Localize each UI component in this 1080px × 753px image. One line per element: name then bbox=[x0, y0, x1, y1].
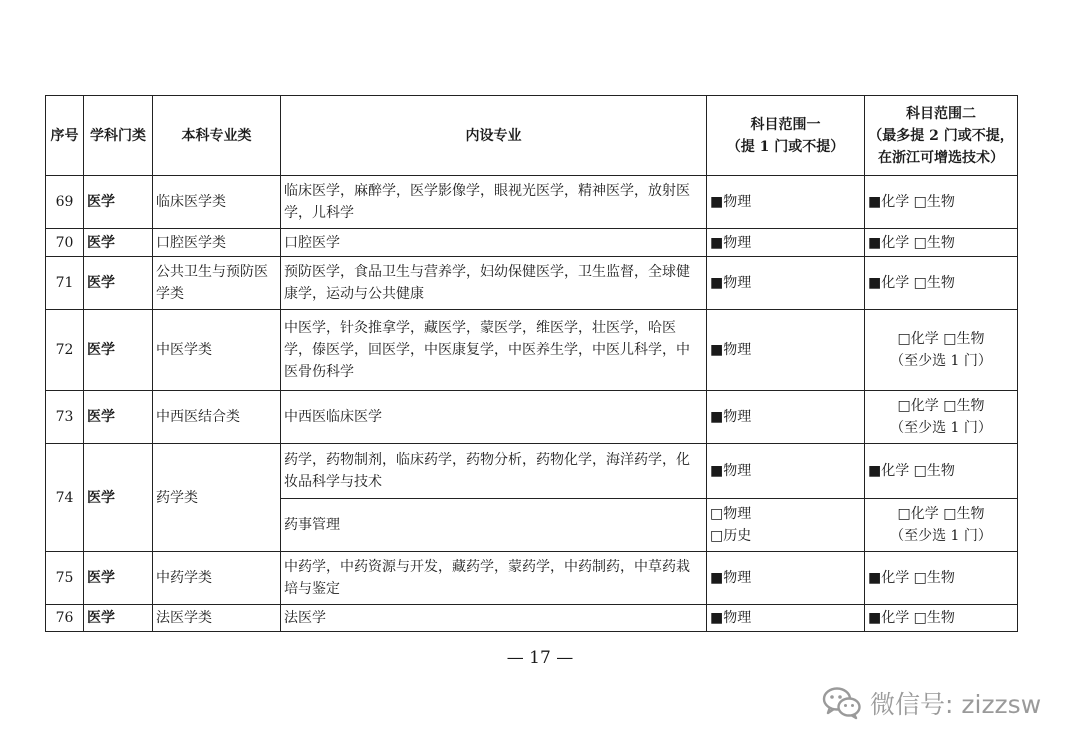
major-class-cell: 口腔医学类 bbox=[153, 229, 281, 257]
range-one-cell: ■物理 bbox=[707, 444, 865, 499]
seq-cell: 70 bbox=[46, 229, 84, 257]
range-one-cell: ■物理 bbox=[707, 391, 865, 444]
range-two-cell: ■化学 □生物 bbox=[865, 229, 1018, 257]
header-seq: 序号 bbox=[46, 96, 84, 176]
table-row bbox=[46, 229, 1018, 257]
majors-cell: 预防医学，食品卫生与营养学，妇幼保健医学，卫生监督，全球健康学，运动与公共健康 bbox=[281, 257, 707, 310]
majors-cell: 中医学，针灸推拿学，藏医学，蒙医学，维医学，壮医学，哈医学，傣医学，回医学，中医康复学，中医养生学，中医儿科学，中医骨伤科学 bbox=[281, 310, 707, 391]
range-one-cell: ■物理 bbox=[707, 310, 865, 391]
major-class-cell: 公共卫生与预防医学类 bbox=[153, 257, 281, 310]
seq-cell: 72 bbox=[46, 310, 84, 391]
majors-cell: 中药学，中药资源与开发，藏药学，蒙药学，中药制药，中草药栽培与鉴定 bbox=[281, 552, 707, 605]
range-two-cell: ■化学 □生物 bbox=[865, 444, 1018, 499]
majors-cell: 药事管理 bbox=[281, 499, 707, 552]
range-one-cell: ■物理 bbox=[707, 257, 865, 310]
majors-cell: 临床医学，麻醉学，医学影像学，眼视光医学，精神医学，放射医学，儿科学 bbox=[281, 176, 707, 229]
majors-cell: 法医学 bbox=[281, 605, 707, 632]
range-two-cell: ■化学 □生物 bbox=[865, 552, 1018, 605]
header-range-one bbox=[707, 96, 865, 176]
range-one-cell: ■物理 bbox=[707, 176, 865, 229]
range-two-options: □化学 □生物 bbox=[897, 398, 985, 414]
header-range-one-note: （提 1 门或不提） bbox=[726, 138, 845, 155]
range-one-cell: ■物理 bbox=[707, 229, 865, 257]
range-one-cell: ■物理 bbox=[707, 552, 865, 605]
subject-requirements-table bbox=[45, 95, 1018, 632]
table-row bbox=[46, 310, 1018, 391]
header-major-class: 本科专业类 bbox=[153, 96, 281, 176]
wechat-watermark bbox=[822, 685, 1041, 721]
major-class-cell: 药学类 bbox=[153, 444, 281, 552]
discipline-cell: 医学 bbox=[84, 310, 153, 391]
discipline-cell: 医学 bbox=[84, 444, 153, 552]
seq-cell: 75 bbox=[46, 552, 84, 605]
seq-cell: 73 bbox=[46, 391, 84, 444]
range-two-note: （至少选 1 门） bbox=[890, 420, 992, 436]
header-range-two-title: 科目范围二 bbox=[906, 105, 976, 122]
major-class-cell: 中西医结合类 bbox=[153, 391, 281, 444]
range-two-note: （至少选 1 门） bbox=[890, 353, 992, 369]
seq-cell: 74 bbox=[46, 444, 84, 552]
discipline-cell: 医学 bbox=[84, 552, 153, 605]
range-two-cell: ■化学 □生物 bbox=[865, 257, 1018, 310]
discipline-cell: 医学 bbox=[84, 391, 153, 444]
range-one-cell bbox=[707, 499, 865, 552]
table-header-row bbox=[46, 96, 1018, 176]
table-row bbox=[46, 257, 1018, 310]
wechat-icon bbox=[822, 686, 862, 720]
header-discipline: 学科门类 bbox=[84, 96, 153, 176]
range-one-cell: ■物理 bbox=[707, 605, 865, 632]
discipline-cell: 医学 bbox=[84, 176, 153, 229]
majors-cell: 口腔医学 bbox=[281, 229, 707, 257]
range-two-options: □化学 □生物 bbox=[897, 506, 985, 522]
range-two-cell bbox=[865, 499, 1018, 552]
table-row bbox=[46, 176, 1018, 229]
seq-cell: 71 bbox=[46, 257, 84, 310]
major-class-cell: 中药学类 bbox=[153, 552, 281, 605]
range-two-note: （至少选 1 门） bbox=[890, 528, 992, 544]
header-range-one-title: 科目范围一 bbox=[750, 116, 821, 133]
range-one-option-physics: □物理 bbox=[710, 506, 752, 522]
major-class-cell: 中医学类 bbox=[153, 310, 281, 391]
table-row bbox=[46, 444, 1018, 499]
table-row bbox=[46, 605, 1018, 632]
table-row bbox=[46, 552, 1018, 605]
range-two-cell: ■化学 □生物 bbox=[865, 605, 1018, 632]
range-two-cell bbox=[865, 391, 1018, 444]
range-two-cell bbox=[865, 310, 1018, 391]
range-two-options: □化学 □生物 bbox=[897, 331, 985, 347]
header-range-two bbox=[865, 96, 1018, 176]
major-class-cell: 临床医学类 bbox=[153, 176, 281, 229]
major-class-cell: 法医学类 bbox=[153, 605, 281, 632]
discipline-cell: 医学 bbox=[84, 229, 153, 257]
discipline-cell: 医学 bbox=[84, 257, 153, 310]
majors-cell: 中西医临床医学 bbox=[281, 391, 707, 444]
header-range-two-note-1: （最多提 2 门或不提， bbox=[868, 127, 1014, 144]
discipline-cell: 医学 bbox=[84, 605, 153, 632]
majors-cell: 药学，药物制剂，临床药学，药物分析，药物化学，海洋药学，化妆品科学与技术 bbox=[281, 444, 707, 499]
seq-cell: 69 bbox=[46, 176, 84, 229]
table-row bbox=[46, 391, 1018, 444]
seq-cell: 76 bbox=[46, 605, 84, 632]
watermark-text: 微信号: zizzsw bbox=[870, 690, 1042, 719]
range-one-option-history: □历史 bbox=[710, 528, 752, 544]
range-two-cell: ■化学 □生物 bbox=[865, 176, 1018, 229]
header-majors: 内设专业 bbox=[281, 96, 707, 176]
page-number: — 17 — bbox=[506, 648, 574, 668]
header-range-two-note-2: 在浙江可增选技术） bbox=[878, 149, 1004, 166]
